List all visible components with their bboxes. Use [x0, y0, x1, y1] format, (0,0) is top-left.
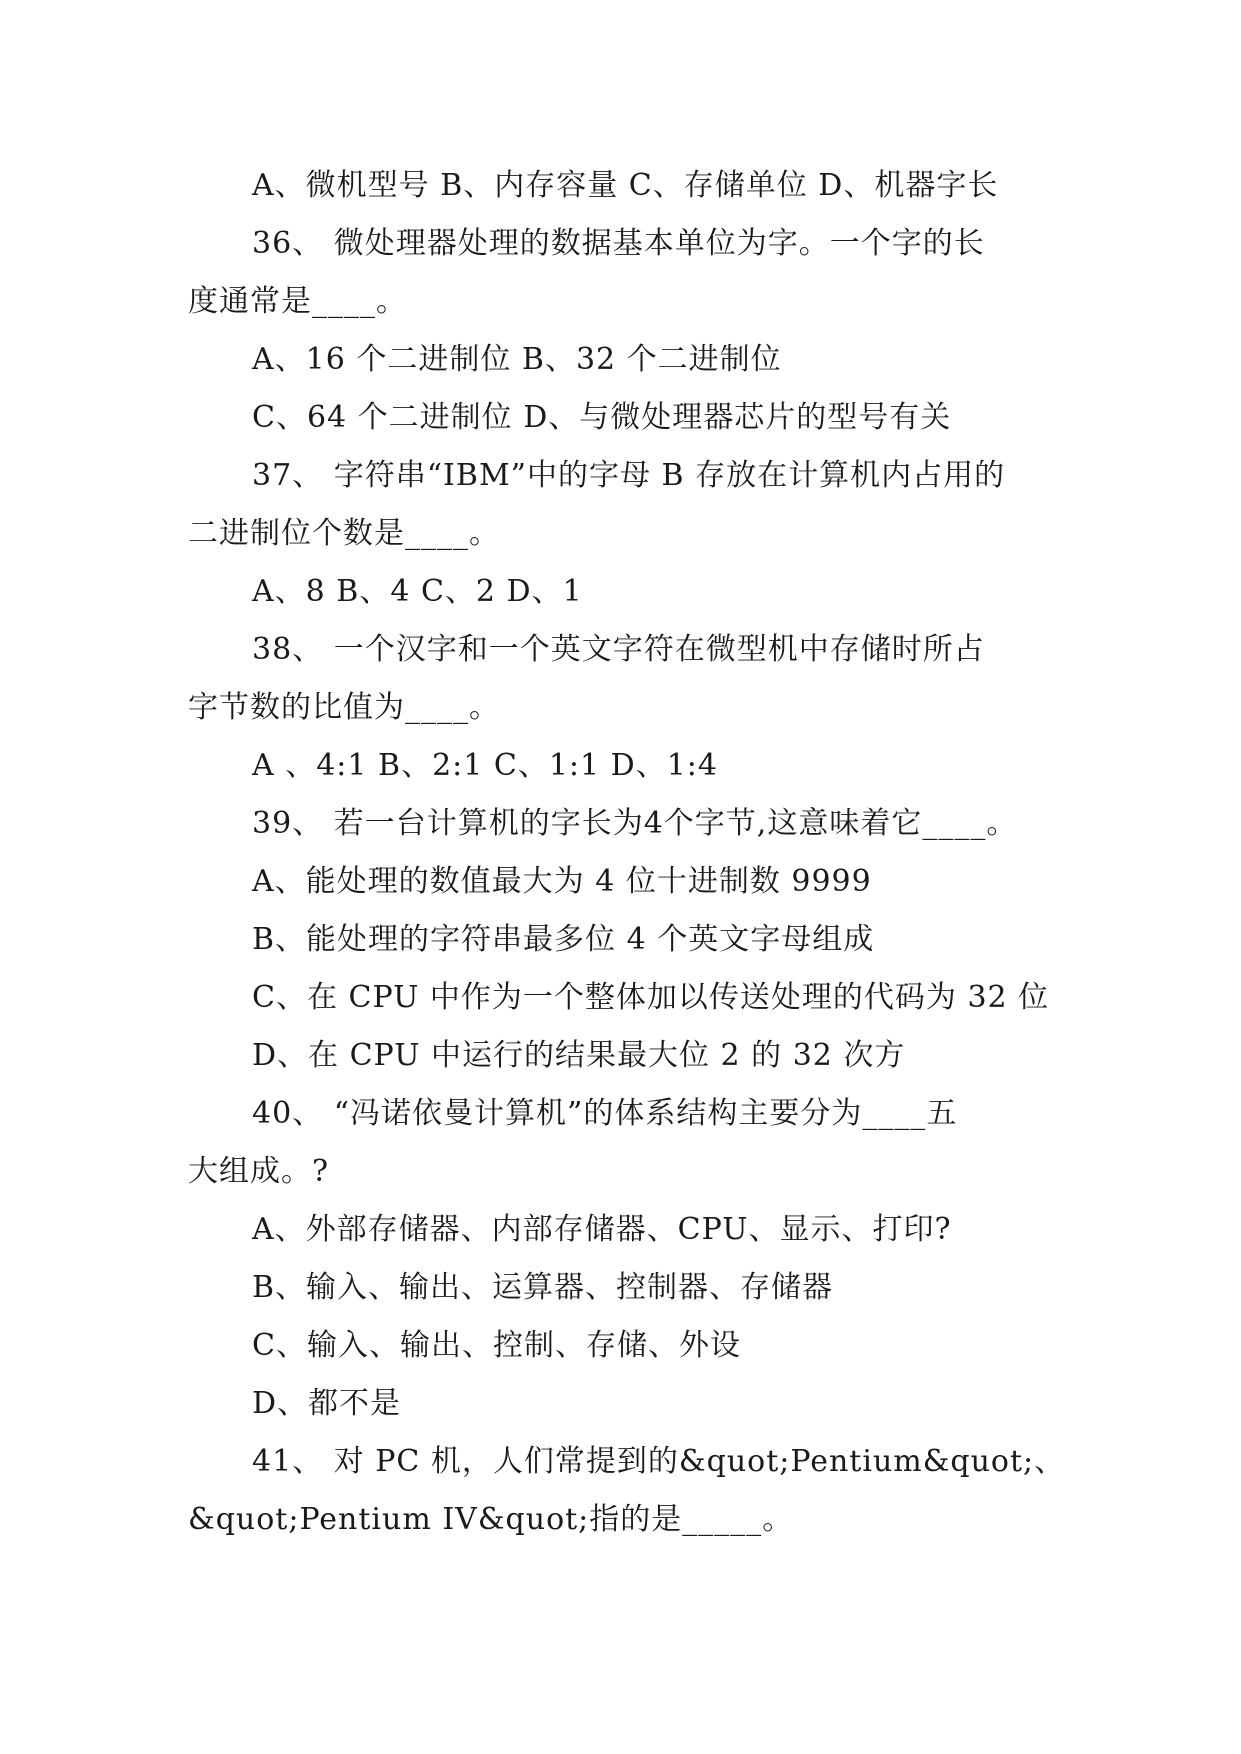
q41-stem: 41、 对 PC 机，人们常提到的&quot;Pentium&quot;、 [252, 1444, 1066, 1479]
q40-option-a: A、外部存储器、内部存储器、CPU、显示、打印? [252, 1212, 952, 1247]
q41-stem-cont: &quot;Pentium IV&quot;指的是_____。 [188, 1502, 794, 1537]
q37-options: A、8 B、4 C、2 D、1 [252, 574, 583, 609]
q37-stem-cont: 二进制位个数是____。 [188, 516, 500, 551]
q40-option-d: D、都不是 [252, 1386, 402, 1421]
q38-options: A 、4:1 B、2:1 C、1:1 D、1:4 [252, 748, 718, 783]
q39-option-d: D、在 CPU 中运行的结果最大位 2 的 32 次方 [252, 1038, 906, 1073]
q35-options: A、微机型号 B、内存容量 C、存储单位 D、机器字长 [252, 168, 999, 203]
q40-stem: 40、 “冯诺依曼计算机”的体系结构主要分为____五 [252, 1096, 958, 1131]
q37-stem: 37、 字符串“IBM”中的字母 B 存放在计算机内占用的 [252, 458, 1006, 493]
q39-stem: 39、 若一台计算机的字长为4个字节,这意味着它____。 [252, 806, 1018, 841]
q36-options-cd: C、64 个二进制位 D、与微处理器芯片的型号有关 [252, 400, 952, 435]
q38-stem-cont: 字节数的比值为____。 [188, 690, 500, 725]
q36-stem-cont: 度通常是____。 [188, 284, 407, 319]
q36-options-ab: A、16 个二进制位 B、32 个二进制位 [252, 342, 782, 377]
q39-option-b: B、能处理的字符串最多位 4 个英文字母组成 [252, 922, 875, 957]
q39-option-a: A、能处理的数值最大为 4 位十进制数 9999 [252, 864, 872, 899]
q40-stem-cont: 大组成。? [188, 1154, 330, 1189]
q39-option-c: C、在 CPU 中作为一个整体加以传送处理的代码为 32 位 [252, 980, 1050, 1015]
q38-stem: 38、 一个汉字和一个英文字符在微型机中存储时所占 [252, 632, 985, 667]
q36-stem: 36、 微处理器处理的数据基本单位为字。一个字的长 [252, 226, 985, 261]
q40-option-b: B、输入、输出、运算器、控制器、存储器 [252, 1270, 834, 1305]
q40-option-c: C、输入、输出、控制、存储、外设 [252, 1328, 741, 1363]
